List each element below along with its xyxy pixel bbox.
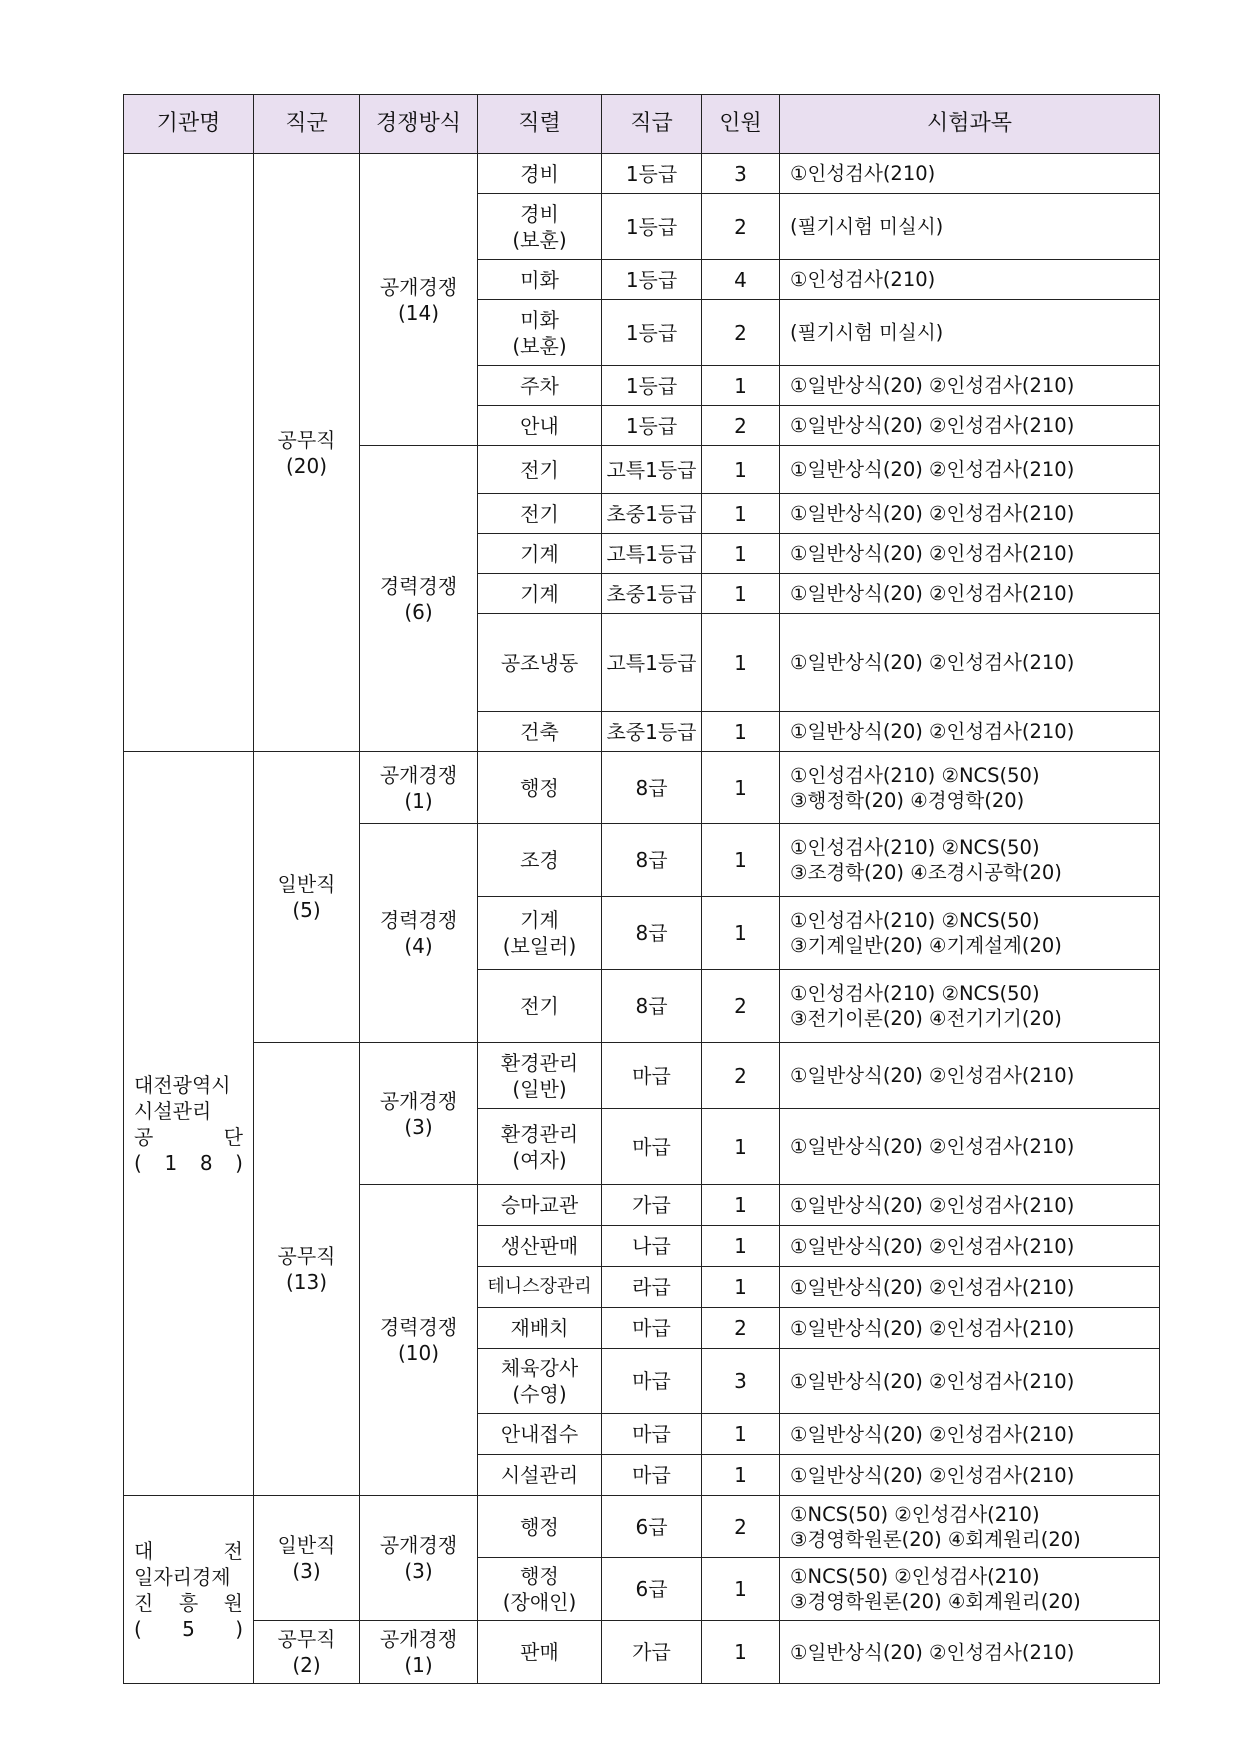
- subjects-cell: ①일반상식(20) ②인성검사(210): [780, 1109, 1160, 1185]
- series-cell: 행정 (장애인): [478, 1558, 602, 1621]
- header-org: 기관명: [124, 95, 254, 154]
- table-row: [124, 1496, 1160, 1558]
- subjects-cell: ①일반상식(20) ②인성검사(210): [780, 534, 1160, 574]
- header-competition: 경쟁방식: [360, 95, 478, 154]
- grade-cell: 1등급: [602, 260, 702, 300]
- count-cell: 1: [702, 1621, 780, 1684]
- subjects-cell: ①일반상식(20) ②인성검사(210): [780, 712, 1160, 752]
- count-cell: 1: [702, 574, 780, 614]
- competition-cell: 경력경쟁 (4): [360, 824, 478, 1043]
- job-group-cell: 일반직 (3): [254, 1496, 360, 1621]
- job-group-cell: 공무직 (13): [254, 1043, 360, 1496]
- org-cell-b: [124, 1496, 254, 1684]
- grade-cell: 가급: [602, 1621, 702, 1684]
- subjects-cell: ①일반상식(20) ②인성검사(210): [780, 406, 1160, 446]
- series-cell: 판매: [478, 1621, 602, 1684]
- grade-cell: 고특1등급: [602, 614, 702, 712]
- table-row: [124, 154, 1160, 194]
- org-name-a: 대전광역시 시설관리 공 단 ( 1 8 ): [134, 1072, 243, 1175]
- table-row: [124, 752, 1160, 824]
- subjects-cell: ①일반상식(20) ②인성검사(210): [780, 1267, 1160, 1308]
- count-cell: 1: [702, 494, 780, 534]
- grade-cell: 8급: [602, 897, 702, 970]
- count-cell: 2: [702, 1043, 780, 1109]
- subjects-cell: ①일반상식(20) ②인성검사(210): [780, 1226, 1160, 1267]
- subjects-cell: ①일반상식(20) ②인성검사(210): [780, 1043, 1160, 1109]
- count-cell: 1: [702, 366, 780, 406]
- job-group-cell: 공무직 (2): [254, 1621, 360, 1684]
- subjects-cell: ①일반상식(20) ②인성검사(210): [780, 1414, 1160, 1455]
- subjects-cell: ①일반상식(20) ②인성검사(210): [780, 1349, 1160, 1414]
- grade-cell: 마급: [602, 1349, 702, 1414]
- competition-cell: 공개경쟁 (1): [360, 1621, 478, 1684]
- subjects-cell: ①일반상식(20) ②인성검사(210): [780, 1308, 1160, 1349]
- count-cell: 1: [702, 1267, 780, 1308]
- grade-cell: 마급: [602, 1043, 702, 1109]
- grade-cell: 6급: [602, 1558, 702, 1621]
- count-cell: 1: [702, 446, 780, 494]
- count-cell: 2: [702, 1308, 780, 1349]
- grade-cell: 초중1등급: [602, 712, 702, 752]
- grade-cell: 1등급: [602, 406, 702, 446]
- series-cell: 행정: [478, 752, 602, 824]
- series-cell: 조경: [478, 824, 602, 897]
- competition-cell: 공개경쟁 (1): [360, 752, 478, 824]
- grade-cell: 1등급: [602, 300, 702, 366]
- grade-cell: 고특1등급: [602, 534, 702, 574]
- org-cell-a: [124, 752, 254, 1496]
- count-cell: 1: [702, 897, 780, 970]
- count-cell: 1: [702, 614, 780, 712]
- series-cell: 경비 (보훈): [478, 194, 602, 260]
- count-cell: 2: [702, 1496, 780, 1558]
- count-cell: 2: [702, 970, 780, 1043]
- series-cell: 안내접수: [478, 1414, 602, 1455]
- series-cell: 테니스장관리: [478, 1267, 602, 1308]
- header-grade: 직급: [602, 95, 702, 154]
- count-cell: 1: [702, 824, 780, 897]
- header-series: 직렬: [478, 95, 602, 154]
- grade-cell: 1등급: [602, 194, 702, 260]
- series-cell: 승마교관: [478, 1185, 602, 1226]
- job-group-cell: 공무직 (20): [254, 154, 360, 752]
- count-cell: 1: [702, 1185, 780, 1226]
- subjects-cell: ①일반상식(20) ②인성검사(210): [780, 614, 1160, 712]
- count-cell: 1: [702, 1109, 780, 1185]
- subjects-cell: ①일반상식(20) ②인성검사(210): [780, 366, 1160, 406]
- grade-cell: 6급: [602, 1496, 702, 1558]
- count-cell: 1: [702, 1414, 780, 1455]
- subjects-cell: (필기시험 미실시): [780, 194, 1160, 260]
- subjects-cell: (필기시험 미실시): [780, 300, 1160, 366]
- subjects-cell: ①인성검사(210): [780, 154, 1160, 194]
- grade-cell: 고특1등급: [602, 446, 702, 494]
- subjects-cell: ①일반상식(20) ②인성검사(210): [780, 1455, 1160, 1496]
- series-cell: 행정: [478, 1496, 602, 1558]
- series-cell: 안내: [478, 406, 602, 446]
- count-cell: 1: [702, 1455, 780, 1496]
- count-cell: 2: [702, 300, 780, 366]
- grade-cell: 마급: [602, 1414, 702, 1455]
- subjects-cell: ①일반상식(20) ②인성검사(210): [780, 446, 1160, 494]
- grade-cell: 초중1등급: [602, 574, 702, 614]
- org-name-b: 대 전 일자리경제 진 흥 원 ( 5 ): [134, 1538, 243, 1641]
- grade-cell: 초중1등급: [602, 494, 702, 534]
- series-cell: 기계: [478, 574, 602, 614]
- series-cell: 체육강사 (수영): [478, 1349, 602, 1414]
- series-cell: 기계: [478, 534, 602, 574]
- series-cell: 미화: [478, 260, 602, 300]
- grade-cell: 1등급: [602, 154, 702, 194]
- subjects-cell: ①NCS(50) ②인성검사(210) ③경영학원론(20) ④회계원리(20): [780, 1558, 1160, 1621]
- series-cell: 재배치: [478, 1308, 602, 1349]
- header-subjects: 시험과목: [780, 95, 1160, 154]
- recruitment-table: [123, 94, 1160, 1684]
- header-row: [124, 95, 1160, 154]
- grade-cell: 마급: [602, 1308, 702, 1349]
- subjects-cell: ①NCS(50) ②인성검사(210) ③경영학원론(20) ④회계원리(20): [780, 1496, 1160, 1558]
- grade-cell: 8급: [602, 752, 702, 824]
- count-cell: 2: [702, 194, 780, 260]
- series-cell: 시설관리: [478, 1455, 602, 1496]
- competition-cell: 공개경쟁 (14): [360, 154, 478, 446]
- series-cell: 전기: [478, 970, 602, 1043]
- series-cell: 기계 (보일러): [478, 897, 602, 970]
- competition-cell: 경력경쟁 (10): [360, 1185, 478, 1496]
- grade-cell: 마급: [602, 1109, 702, 1185]
- grade-cell: 1등급: [602, 366, 702, 406]
- series-cell: 미화 (보훈): [478, 300, 602, 366]
- grade-cell: 8급: [602, 824, 702, 897]
- series-cell: 환경관리 (일반): [478, 1043, 602, 1109]
- series-cell: 생산판매: [478, 1226, 602, 1267]
- count-cell: 1: [702, 1226, 780, 1267]
- subjects-cell: ①인성검사(210) ②NCS(50) ③기계일반(20) ④기계설계(20): [780, 897, 1160, 970]
- subjects-cell: ①일반상식(20) ②인성검사(210): [780, 1185, 1160, 1226]
- subjects-cell: ①인성검사(210) ②NCS(50) ③전기이론(20) ④전기기기(20): [780, 970, 1160, 1043]
- competition-cell: 공개경쟁 (3): [360, 1043, 478, 1185]
- count-cell: 1: [702, 752, 780, 824]
- count-cell: 3: [702, 1349, 780, 1414]
- count-cell: 3: [702, 154, 780, 194]
- subjects-cell: ①인성검사(210) ②NCS(50) ③조경학(20) ④조경시공학(20): [780, 824, 1160, 897]
- grade-cell: 나급: [602, 1226, 702, 1267]
- grade-cell: 마급: [602, 1455, 702, 1496]
- header-job-group: 직군: [254, 95, 360, 154]
- competition-cell: 경력경쟁 (6): [360, 446, 478, 752]
- grade-cell: 8급: [602, 970, 702, 1043]
- series-cell: 공조냉동: [478, 614, 602, 712]
- count-cell: 1: [702, 1558, 780, 1621]
- subjects-cell: ①일반상식(20) ②인성검사(210): [780, 1621, 1160, 1684]
- count-cell: 1: [702, 712, 780, 752]
- series-cell: 전기: [478, 494, 602, 534]
- grade-cell: 라급: [602, 1267, 702, 1308]
- subjects-cell: ①일반상식(20) ②인성검사(210): [780, 494, 1160, 534]
- series-cell: 건축: [478, 712, 602, 752]
- subjects-cell: ①일반상식(20) ②인성검사(210): [780, 574, 1160, 614]
- header-count: 인원: [702, 95, 780, 154]
- series-cell: 전기: [478, 446, 602, 494]
- series-cell: 주차: [478, 366, 602, 406]
- subjects-cell: ①인성검사(210) ②NCS(50) ③행정학(20) ④경영학(20): [780, 752, 1160, 824]
- count-cell: 2: [702, 406, 780, 446]
- grade-cell: 가급: [602, 1185, 702, 1226]
- table-row: [124, 1621, 1160, 1684]
- org-cell-a-top: [124, 154, 254, 752]
- count-cell: 1: [702, 534, 780, 574]
- series-cell: 경비: [478, 154, 602, 194]
- subjects-cell: ①인성검사(210): [780, 260, 1160, 300]
- count-cell: 4: [702, 260, 780, 300]
- series-cell: 환경관리 (여자): [478, 1109, 602, 1185]
- competition-cell: 공개경쟁 (3): [360, 1496, 478, 1621]
- job-group-cell: 일반직 (5): [254, 752, 360, 1043]
- table-row: [124, 1043, 1160, 1109]
